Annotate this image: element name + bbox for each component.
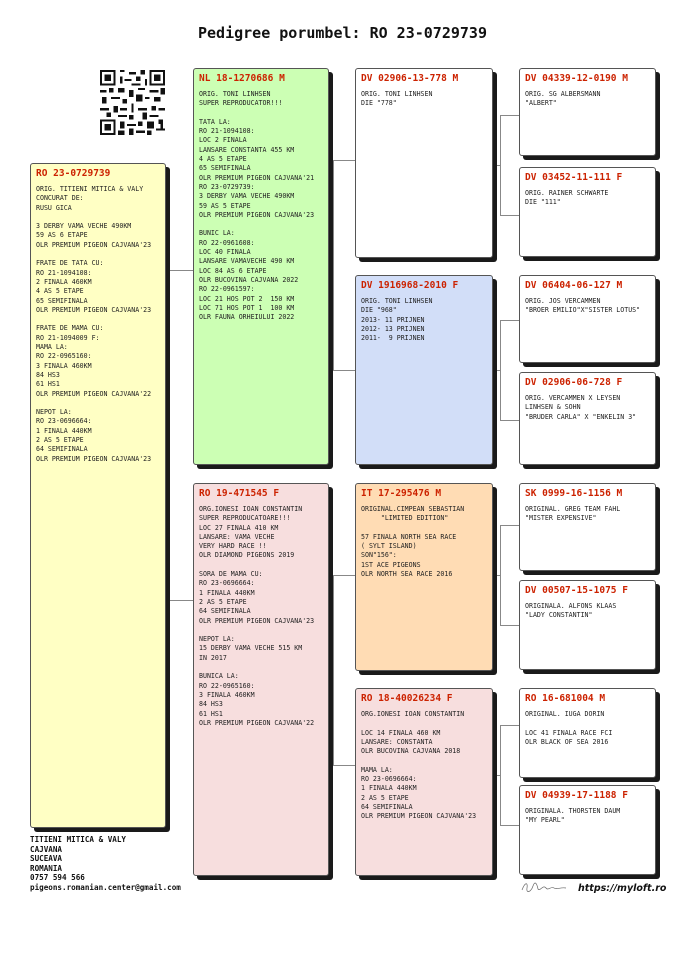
card-details: ORIG. TONI LINHSEN SUPER REPRODUCATOR!!! TATA LA: RO 21-1094108: LOC 2 FINALA LANSARE CONSTANTA 455 KM 4 AS 5 ETAPE 65 SEMIFINALA OLR PREMIUM PIGEON CAJVANA'21 RO 23-0729739: 3 DERBY VAMA VECHE 490KM 59 AS 5 ETAPE OLR PREMIUM PIGEON CAJVANA'23 BUNIC LA: RO 22-0961608: LOC 40 FINALA LANSARE VAMAVECHE 490 KM LOC 84 AS 6 ETAPE OLR BUCOVINA CAJVANA 2022 RO 22-0961597: LOC 21 HOS POT 2 150 KM LOC 71 HOS POT 1 100 KM OLR FAUNA ORHEIULUI 2022 <box>199 90 315 322</box>
pigeon-card-ssd <box>519 167 656 257</box>
connector-line <box>168 270 169 600</box>
card-details: ORIGINAL. IUGA DORIN LOC 41 FINALA RACE FCI OLR BLACK OF SEA 2016 <box>525 710 613 746</box>
card-details: ORIGINAL.CIMPEAN SEBASTIAN "LIMITED EDITION" 57 FINALA NORTH SEA RACE ( SYLT ISLAND) SON"156": 1ST ACE PIGEONS OLR NORTH SEA RACE 2016 <box>361 505 465 579</box>
connector-line <box>500 420 519 421</box>
pigeon-card-sds <box>519 275 656 363</box>
ring-number: DV 00507-15-1075 F <box>525 585 628 596</box>
card-details: ORIGINALA. ALFONS KLAAS "LADY CONSTANTIN" <box>525 602 617 620</box>
ring-number: DV 04939-17-1188 F <box>525 790 628 801</box>
card-details: ORIG. TONI LINHSEN DIE "968" 2013- 11 PRIJNEN 2012- 13 PRIJNEN 2011- 9 PRIJNEN <box>361 297 433 343</box>
card-details: ORIG. JOS VERCAMMEN "BROER EMILIO"X"SISTER LOTUS" <box>525 297 641 315</box>
page-title: Pedigree porumbel: RO 23-0729739 <box>198 24 487 42</box>
ring-number: RO 18-40026234 F <box>361 693 453 704</box>
website-link[interactable]: https://myloft.ro <box>578 883 667 894</box>
pigeon-card-dam-dam <box>355 688 493 876</box>
connector-line <box>333 575 355 576</box>
pigeon-card-sire-sire <box>355 68 493 258</box>
card-details: ORIG. TONI LINHSEN DIE "778" <box>361 90 433 108</box>
ring-number: DV 02906-06-728 F <box>525 377 623 388</box>
breeder-email[interactable]: pigeons.romanian.center@gmail.com <box>30 882 181 892</box>
connector-line <box>500 625 519 626</box>
connector-line <box>500 320 519 321</box>
connector-line <box>493 165 501 166</box>
connector-line <box>500 525 519 526</box>
connector-line <box>493 575 501 576</box>
card-details: ORG.IONESI IOAN CONSTANTIN LOC 14 FINALA 460 KM LANSARE: CONSTANTA OLR BUCOVINA CAJVANA 2018 MAMA LA: RO 23-0696664: 1 FINALA 440KM 2 AS 5 ETAPE 64 SEMIFINALA OLR PREMIUM PIGEON CAJVANA'23 <box>361 710 477 821</box>
connector-line <box>500 825 519 826</box>
connector-line <box>500 725 519 726</box>
pigeon-card-subject <box>30 163 166 828</box>
ring-number: DV 02906-13-778 M <box>361 73 459 84</box>
card-details: ORIGINAL. GREG TEAM FAHL "MISTER EXPENSIVE" <box>525 505 621 523</box>
pigeon-card-sire <box>193 68 329 465</box>
pigeon-card-ddd <box>519 785 656 875</box>
pigeon-card-sss <box>519 68 656 156</box>
pigeon-card-dam <box>193 483 329 876</box>
card-details: ORIGINALA. THORSTEN DAUM "MY PEARL" <box>525 807 621 825</box>
connector-line <box>333 575 334 765</box>
breeder-town: CAJVANA <box>30 844 63 854</box>
card-details: ORIG. RAINER SCHWARTE DIE "111" <box>525 189 609 207</box>
ring-number: RO 19-471545 F <box>199 488 280 499</box>
connector-line <box>329 665 334 666</box>
breeder-country: ROMANIA <box>30 863 63 873</box>
connector-line <box>329 265 334 266</box>
connector-line <box>500 215 519 216</box>
pigeon-card-dam-sire <box>355 483 493 671</box>
ring-number: SK 0999-16-1156 M <box>525 488 623 499</box>
connector-line <box>168 600 193 601</box>
ring-number: DV 06404-06-127 M <box>525 280 623 291</box>
ring-number: DV 04339-12-0190 M <box>525 73 628 84</box>
ring-number: IT 17-295476 M <box>361 488 442 499</box>
card-details: ORIG. VERCAMMEN X LEYSEN LINHSEN & SOHN "BRUDER CARLA" X "ENKELIN 3" <box>525 394 637 421</box>
ring-number: NL 18-1270686 M <box>199 73 285 84</box>
ring-number: DV 1916968-2010 F <box>361 280 459 291</box>
pigeon-card-dsd <box>519 580 656 670</box>
pigeon-card-sdd <box>519 372 656 465</box>
connector-line <box>493 370 501 371</box>
connector-line <box>493 775 501 776</box>
signature-icon <box>520 880 568 894</box>
qr-code-icon <box>100 70 165 135</box>
card-details: ORG.IONESI IOAN CONSTANTIN SUPER REPRODUCATOARE!!! LOC 27 FINALA 410 KM LANSARE: VAMA VECHE VERY HARD RACE !! OLR DIAMOND PIGEONS 2019 SORA DE MAMA CU: RO 23-0696664: 1 FINALA 440KM 2 AS 5 ETAPE 64 SEMIFINALA OLR PREMIUM PIGEON CAJVANA'23 NEPOT LA: 15 DERBY VAMA VECHE 515 KM IN 2017 BUNICA LA: RO 22-0965160: 3 FINALA 460KM 84 HS3 61 HS1 OLR PREMIUM PIGEON CAJVANA'22 <box>199 505 315 727</box>
pigeon-card-dss <box>519 483 656 571</box>
card-details: ORIG. SG ALBERSMANN "ALBERT" <box>525 90 601 108</box>
pigeon-card-dds <box>519 688 656 778</box>
breeder-phone: 0757 594 566 <box>30 873 85 882</box>
connector-line <box>333 160 355 161</box>
pigeon-card-sire-dam <box>355 275 493 465</box>
ring-number: RO 23-0729739 <box>36 168 111 179</box>
card-details: ORIG. TITIENI MITICA & VALY CONCURAT DE: RUSU GICA 3 DERBY VAMA VECHE 490KM 59 AS 6 ETAPE OLR PREMIUM PIGEON CAJVANA'23 FRATE DE TATA CU: RO 21-1094108: 2 FINALA 460KM 4 AS 5 ETAPE 65 SEMIFINALA OLR PREMIUM PIGEON CAJVANA'23 FRATE DE MAMA CU: RO 21-1094009 F: MAMA LA: RO 22-0965160: 3 FINALA 460KM 84 HS3 61 HS1 OLR PREMIUM PIGEON CAJVANA'22 NEPOT LA: RO 23-0696664: 1 FINALA 440KM 2 AS 5 ETAPE 64 SEMIFINALA OLR PREMIUM PIGEON CAJVANA'23 <box>36 185 152 463</box>
connector-line <box>333 765 355 766</box>
connector-line <box>500 115 519 116</box>
breeder-contact <box>30 835 181 892</box>
connector-line <box>168 270 193 271</box>
breeder-name: TITIENI MITICA & VALY <box>30 835 127 844</box>
ring-number: RO 16-681004 M <box>525 693 606 704</box>
ring-number: DV 03452-11-111 F <box>525 172 623 183</box>
connector-line <box>333 370 355 371</box>
breeder-county: SUCEAVA <box>30 854 63 863</box>
